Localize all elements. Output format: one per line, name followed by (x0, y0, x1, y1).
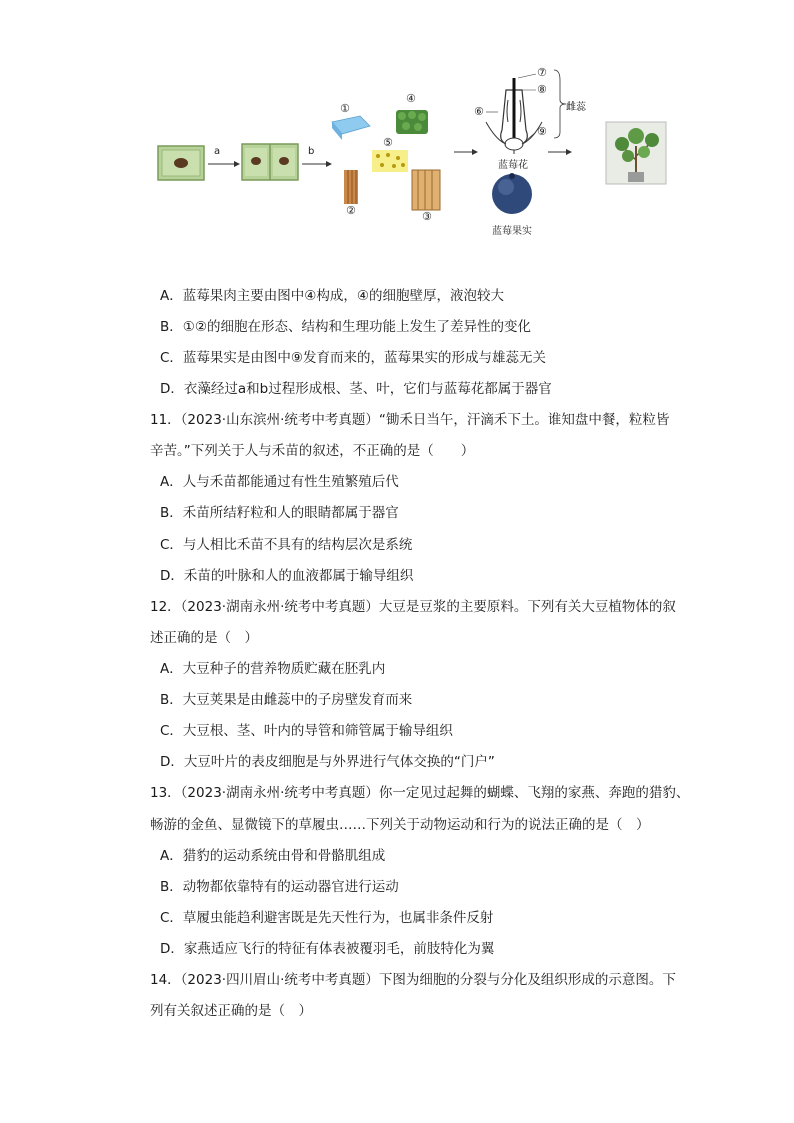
label-num-2: ② (346, 204, 356, 217)
label-num-6: ⑥ (474, 105, 484, 118)
q12-option-c: C．大豆根、茎、叶内的导管和筛管属于输导组织 (160, 723, 453, 739)
cell-division-figure (150, 60, 680, 250)
single-cell (158, 146, 204, 180)
blueberry-fruit (492, 173, 532, 214)
tissue-1 (332, 116, 370, 140)
q13-option-c: C．草履虫能趋利避害既是先天性行为，也属非条件反射 (160, 910, 494, 926)
fruit-label: 蓝莓果实 (492, 226, 532, 237)
q11-option-c: C．与人相比禾苗不具有的结构层次是系统 (160, 537, 413, 553)
label-num-5: ⑤ (383, 136, 393, 149)
q12-option-d: D．大豆叶片的表皮细胞是与外界进行气体交换的“门户” (160, 754, 495, 770)
q14-stem-line1: 14．（2023·四川眉山·统考中考真题）下图为细胞的分裂与分化及组织形成的示意图。下 (150, 972, 676, 988)
q13-stem-line1: 13．（2023·湖南永州·统考中考真题）你一定见过起舞的蝴蝶、飞翔的家燕、奔跑的猎豹、 (150, 785, 690, 801)
question-figure (150, 60, 680, 250)
tissue-3 (412, 170, 440, 210)
q11-option-a: A．人与禾苗都能通过有性生殖繁殖后代 (160, 474, 399, 490)
q11-option-b: B．禾苗所结籽粒和人的眼睛都属于器官 (160, 505, 399, 521)
two-cells (242, 144, 298, 180)
tissue-5 (372, 150, 408, 172)
q13-option-b: B．动物都依靠特有的运动器官进行运动 (160, 879, 399, 895)
label-num-1: ① (340, 102, 350, 115)
label-num-8: ⑧ (537, 83, 547, 96)
tissue-2 (344, 170, 358, 204)
q14-stem-line2: 列有关叙述正确的是（ ） (150, 1003, 312, 1019)
q12-stem-line1: 12．（2023·湖南永州·统考中考真题）大豆是豆浆的主要原料。下列有关大豆植物体的叙 (150, 599, 676, 615)
q12-option-a: A．大豆种子的营养物质贮藏在胚乳内 (160, 661, 386, 677)
flower-diagram (486, 70, 566, 154)
pistil-label: 雌蕊 (566, 102, 586, 113)
q10-option-c: C．蓝莓果实是由图中⑨发育而来的，蓝莓果实的形成与雄蕊无关 (160, 350, 547, 366)
tissue-4 (396, 110, 428, 134)
q13-stem-line2: 畅游的金鱼、显微镜下的草履虫……下列关于动物运动和行为的说法正确的是（ ） (150, 817, 650, 833)
q10-option-b: B．①②的细胞在形态、结构和生理功能上发生了差异性的变化 (160, 319, 531, 335)
q10-option-a: A．蓝莓果肉主要由图中④构成，④的细胞壁厚，液泡较大 (160, 288, 504, 304)
q11-stem-line1: 11．（2023·山东滨州·统考中考真题）“锄禾日当午，汗滴禾下土。谁知盘中餐，粒粒皆 (150, 412, 670, 428)
arrow-a-label: a (214, 146, 221, 157)
label-num-9: ⑨ (537, 125, 547, 138)
q10-option-d: D．衣藻经过a和b过程形成根、茎、叶，它们与蓝莓花都属于器官 (160, 381, 552, 397)
arrow-b-label: b (308, 146, 315, 157)
q11-option-d: D．禾苗的叶脉和人的血液都属于输导组织 (160, 568, 414, 584)
q12-option-b: B．大豆荚果是由雌蕊中的子房壁发育而来 (160, 692, 413, 708)
label-num-7: ⑦ (537, 66, 547, 79)
label-num-3: ③ (422, 210, 432, 223)
q13-option-d: D．家燕适应飞行的特征有体表被覆羽毛，前肢特化为翼 (160, 941, 495, 957)
q11-stem-line2: 辛苦。”下列关于人与禾苗的叙述，不正确的是（ ） (150, 443, 475, 459)
q12-stem-line2: 述正确的是（ ） (150, 630, 258, 646)
label-num-4: ④ (406, 92, 416, 105)
flower-label: 蓝莓花 (498, 160, 528, 171)
blueberry-plant-photo (606, 122, 666, 184)
q13-option-a: A．猎豹的运动系统由骨和骨骼肌组成 (160, 848, 386, 864)
